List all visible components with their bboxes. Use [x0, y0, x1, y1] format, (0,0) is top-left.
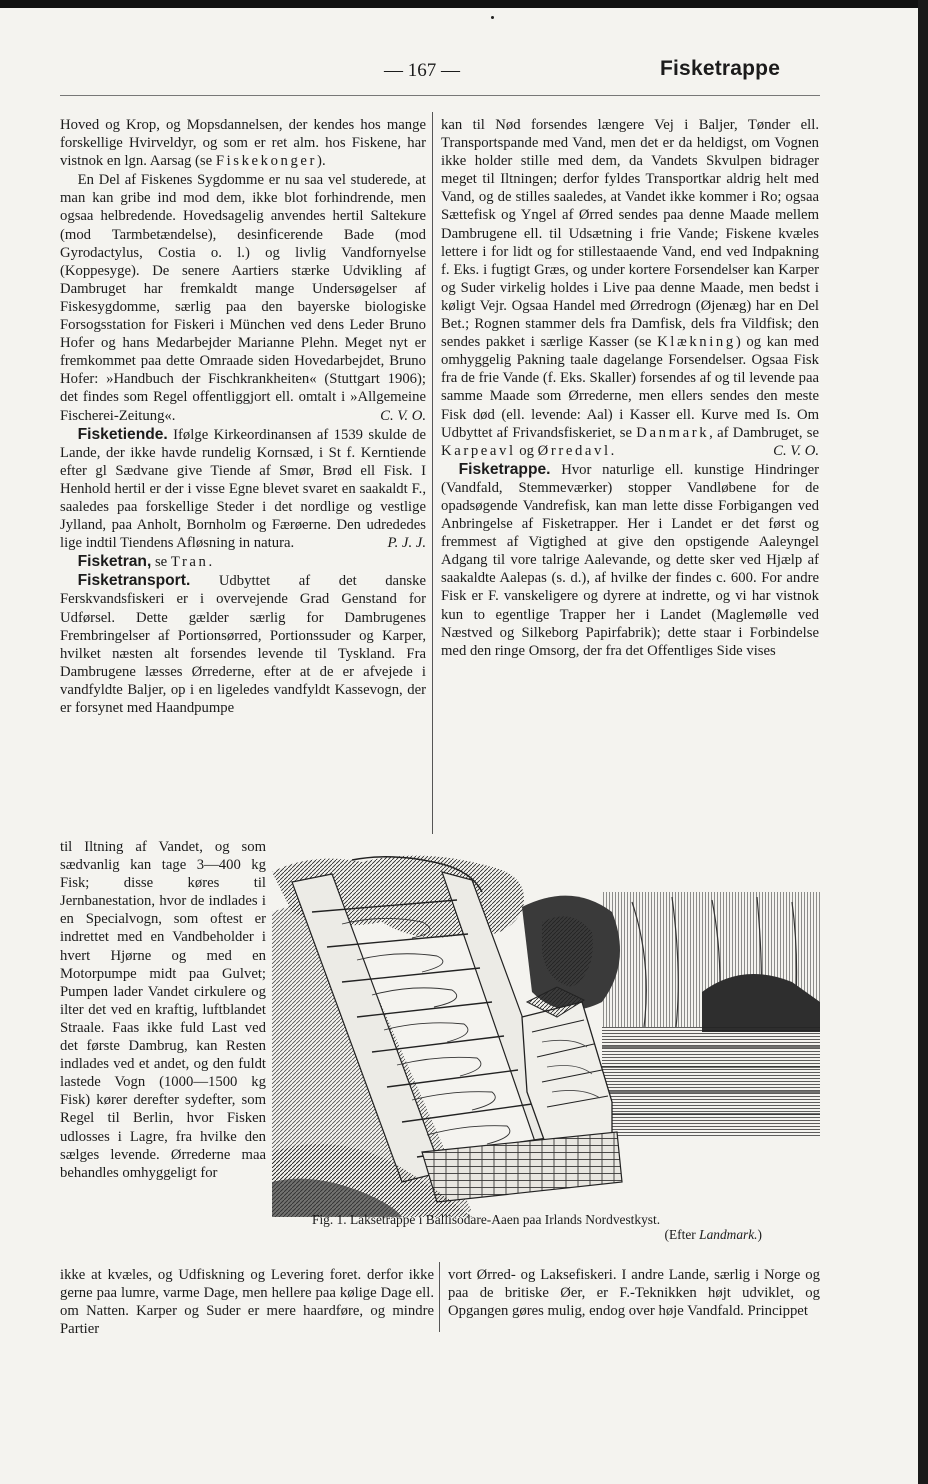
text: ). [317, 153, 326, 170]
text: ) [757, 1227, 762, 1242]
text: Ifølge Kirkeordinansen af 1539 skulde de Lande, der ikke havde rundelig Kornsæd, i St f. Kerntiende efter gl Sædvane give Tiende af Smør, Brød ell Fisk. I Henhold hertil er der i visse Egne blevet svaret en saakaldt F., saaledes paa forskellige Steder i det nordlige og vestlige Jylland, paa Anholt, Bornholm og Færøerne. Den udrededes lige indtil Tiendens Afløsning in natura. [60, 426, 426, 552]
entry-fisketran [60, 553, 426, 571]
text: Hvor naturlige ell. kunstige Hindringer (Vandfald, Stemmeværker) stopper Vandløbene for de opadsøgende Vandrefisk, kan man lette disse Forbigangen ved Anbringelse af Fisketrapper. Her i Landet er det først og fremmest af Vigtighed at give den opstigende Aaleyngel Adgang til vore talrige Aalevande, og dette sker ved Hjælp af saakaldte Aalepas (s. d.), af hvilke der findes c. 600. For andre Fisk er F. vanskeligere og dyrere at indrette, og vi har vistnok kun to egentlige Trapper her i Landet (Maglemølle ved Næstved og Silkeborg Papirfabrik); dette staar i Forbindelse med den ringe Omsorg, der fra det Offentliges Side vises [441, 461, 819, 659]
ink-speck [491, 16, 494, 19]
bottom-right-column [448, 1266, 820, 1320]
left-column [60, 116, 426, 717]
entry-fisketransport [60, 572, 426, 717]
headword: Fisketran, [77, 553, 152, 571]
paragraph-cont [60, 116, 426, 170]
text: Hoved og Krop, og Mopsdannelsen, der kendes hos mange forskellige Hvirveldyr, og som er ret alm. hos Fiskene, har vistnok en lgn. Aarsag (se [60, 117, 426, 170]
text: ikke at kvæles, og Udfiskning og Levering foret. derfor ikke gerne paa lumre, varme Dage, men hellere paa kølige Dage ell. om Natten. Karper og Suder er mere haardføre, og mindre Partier [60, 1267, 434, 1338]
text: (Efter [664, 1227, 700, 1242]
headword: Fisketiende. [77, 425, 168, 443]
cross-reference: Tran. [170, 554, 215, 571]
headword: Fisketransport. [77, 572, 191, 590]
author-signature: P. J. J. [387, 535, 426, 552]
bottom-left-column [60, 1266, 434, 1338]
cross-reference: Klækning [657, 334, 736, 351]
page-top-edge [0, 0, 928, 8]
running-head: Fisketrappe [660, 57, 781, 80]
text: En Del af Fiskenes Sygdomme er nu saa vel studerede, at man kan gribe ind mod dem, ikke blot forhindrende, men ogsaa helbredende. Hovedsagelig anvendes hertil Saltekure (mod Tarmbetændelse), desinficerende Bade (mod Gyrodactylus, Costia o. l.) og livlig Vandfornyelse (Koppesyge). De senere Aartiers stærke Udvikling af Dambruget har fremkaldt mange Undersøgelser af Fiskesygdomme, særlig paa den bayerske biologiske Forsogsstation for Fiskeri i München ved dens Leder Bruno Hofer og hans Medarbejder Marianne Plehn. Meget nyt er fremkommet paa dette Omraade siden Hovedarbejdet, Bruno Hofer: »Handbuch der Fischkrankheiten« (Stuttgart 1906); det findes som Regel offentliggjort ell. omtalt i »Allgemeine Fischerei-Zeitung«. [60, 172, 426, 424]
text: , af Dambruget, se [709, 424, 820, 441]
caption-credit [312, 1227, 822, 1242]
narrow-column-beside-figure [60, 838, 266, 1182]
cross-reference: Karpeavl [441, 442, 516, 459]
cross-reference: Danmark [636, 424, 710, 441]
text: ) og kan med omhyggelig Pakning taale dagelange Forsendelser. Ogsaa Fisk fra de frie Vande (f. Eks. Skaller) forsendes af og til levende paa samme Maade som Ørrederne, men ellers sendes den meste Fisk død (ell. levende: Aal) i Kasser ell. Kurve med Is. Om Udbyttet af Frivandsfiskeriet, se [441, 334, 819, 441]
column-rule [432, 112, 433, 834]
author-signature: C. V. O. [773, 442, 819, 459]
text: se [151, 554, 171, 571]
entry-fisketiende [60, 426, 426, 553]
salmon-ladder-illustration [272, 852, 820, 1217]
headword: Fisketrappe. [458, 460, 551, 478]
caption-title: Fig. 1. Laksetrappe i Ballisodare-Aaen paa Irlands Nordvestkyst. [312, 1212, 661, 1227]
author-signature: C. V. O. [380, 407, 426, 424]
figure-caption [312, 1212, 822, 1242]
text: vort Ørred- og Laksefiskeri. I andre Lande, særlig i Norge og paa de britiske Øer, er F.-Teknikken højt udviklet, og Opgangen gøres mulig, endog over høje Vandfald. Princippet [448, 1267, 820, 1320]
text: til Iltning af Vandet, og som sædvanlig kan tage 3—400 kg Fisk; disse køres til Jernbanestation, hvor de indlades i en Specialvogn, som oftest er indrettet med en Vandbeholder i hvert Hjørne og med en Motorpumpe midt paa Gulvet; Pumpen lader Vandet cirkulere og ilter det ved en kraftig, luftblandet Straale. Faas ikke fuld Last ved det første Dambrug, kan Resten indlades ved et andet, og den fuldt lastede Vogn (1000—1500 kg Fisk) kører derefter sydefter, som Regel til Berlin, hvor Fisken udlosses i Lagre, fra hvilke den sælges levende. Ørrederne maa behandles omhyggeligt for [60, 839, 266, 1181]
page-number: — 167 — [384, 60, 460, 81]
text: og [515, 442, 538, 459]
credit-name: Landmark. [699, 1227, 758, 1242]
cross-reference: Ørredavl. [537, 442, 617, 459]
header-rule [60, 95, 820, 96]
text: kan til Nød forsendes længere Vej i Baljer, Tønder ell. Transportspande med Vand, men det er da heldigst, om Vognen ikke holder stille med dem, da Vandets Skvulpen bidrager meget til Iltningen; derfor fyldes Transportkar aldrig helt med Vand, og de stilles saaledes, at Vandet ikke kommer i Ro; ogsaa Sættefisk og Yngel af Ørred sendes paa denne Maade mellem Dambrugene ell. til Udsætning i frie Vande; Fiskene kvæles lettere i for lidt og for stillestaaende Vand, end ved Indpakning f. Eks. i fugtigt Græs, og under kortere Forsendelser kan Karper og Suder virkelig holdes i Live paa denne Maade, men bedst i køligt Vejr. Ogsaa Handel med Ørredrogn (Øjenæg) har en Del Bet.; Rognen stammer dels fra Damfisk, dels fra Vildfisk; den sendes pakket i særlige Kasser (se [441, 117, 819, 351]
text: Udbyttet af det danske Ferskvandsfiskeri er i overvejende Grad Genstand for Udførsel. Dette gælder særlig for Dambrugenes Frembringelser af Portionsørred, Portionssuder og Karper, hvilket næsten alt forsendes levende til Tyskland. Fra Dambrugene læsses Ørrederne, efter at de er afvejede i vandfyldte Baljer, op i en ligeledes vandfyldt Kassevogn, der er forsynet med Haandpumpe [60, 573, 426, 716]
cross-reference: Fiskekonger [215, 153, 318, 170]
entry-fisketrappe [441, 461, 819, 660]
paragraph-transport-cont [441, 116, 819, 460]
right-column [441, 116, 819, 660]
page-right-edge [918, 0, 928, 1484]
paragraph-sygdomme [60, 171, 426, 424]
column-rule [439, 1262, 440, 1332]
